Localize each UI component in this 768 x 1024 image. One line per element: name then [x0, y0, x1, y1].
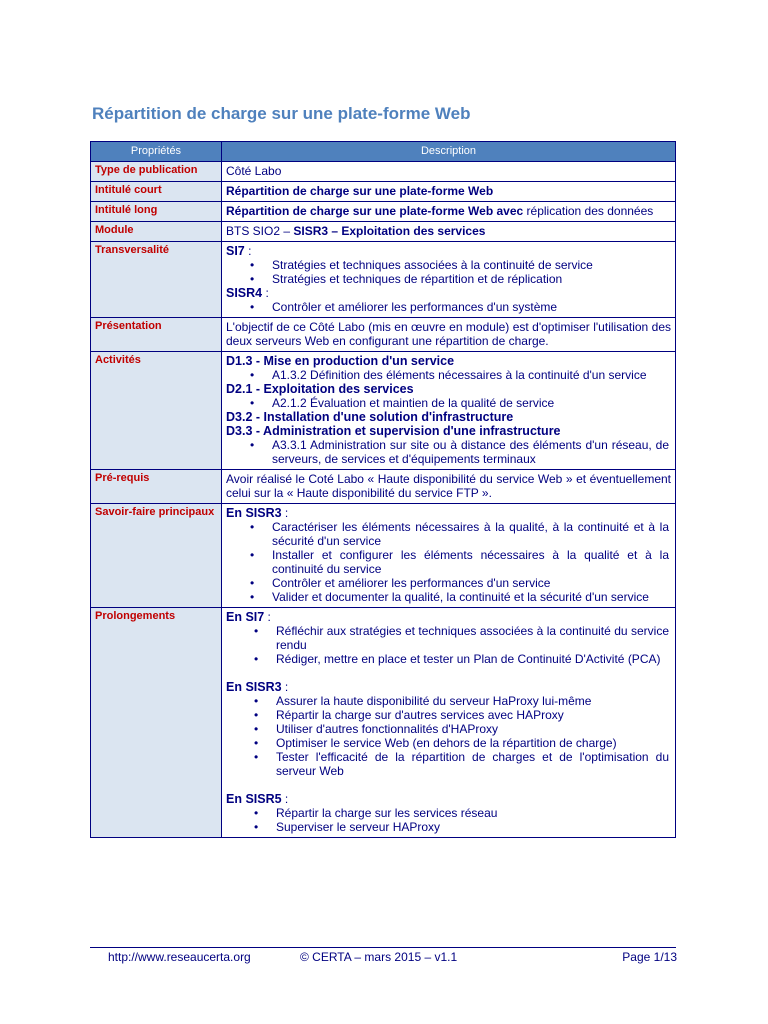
footer-copyright: © CERTA – mars 2015 – v1.1	[300, 950, 458, 964]
list-item: • Caractériser les éléments nécessaires à la qualité, à la continuité et à la sécurité d'un service	[226, 520, 671, 548]
value-prerequis: Avoir réalisé le Coté Labo « Haute disponibilité du service Web » et éventuellement celui sur la « Haute disponibilité du service FTP ».	[222, 470, 676, 504]
row-intitule-court	[91, 182, 676, 202]
activity-list	[226, 368, 671, 382]
table-header-row	[91, 142, 676, 162]
list-item: • Contrôler et améliorer les performances d'un système	[226, 300, 671, 314]
value-type-publication: Côté Labo	[222, 162, 676, 182]
label-type-publication: Type de publication	[91, 162, 222, 182]
value-intitule-long	[222, 202, 676, 222]
row-prerequis	[91, 470, 676, 504]
prolongements-list-sisr5	[226, 806, 671, 834]
savoir-faire-list	[226, 520, 671, 604]
list-item: • Réfléchir aux stratégies et techniques associées à la continuité du service rendu	[226, 624, 671, 652]
list-item: • Optimiser le service Web (en dehors de la répartition de charge)	[226, 736, 671, 750]
list-item: • Superviser le serveur HAProxy	[226, 820, 671, 834]
prolongements-list-sisr3	[226, 694, 671, 778]
list-item: • Tester l'efficacité de la répartition de charges et de l'optimisation du serveur Web	[226, 750, 671, 778]
prolongements-list-si7	[226, 624, 671, 666]
label-presentation: Présentation	[91, 318, 222, 352]
label-transversalite: Transversalité	[91, 242, 222, 318]
row-presentation	[91, 318, 676, 352]
properties-table	[90, 141, 676, 838]
value-module	[222, 222, 676, 242]
list-item: • Valider et documenter la qualité, la continuité et la sécurité d'un service	[226, 590, 671, 604]
list-item: • Répartir la charge sur les services réseau	[226, 806, 671, 820]
activity-heading: D3.2 - Installation d'une solution d'infrastructure	[226, 410, 514, 424]
row-savoir-faire	[91, 504, 676, 608]
activity-heading: D1.3 - Mise en production d'un service	[226, 354, 455, 368]
row-prolongements	[91, 608, 676, 838]
label-savoir-faire: Savoir-faire principaux	[91, 504, 222, 608]
footer-page-number: Page 1/13	[622, 950, 677, 964]
value-activites	[222, 352, 676, 470]
value-presentation: L'objectif de ce Côté Labo (mis en œuvre en module) est d'optimiser l'utilisation des deux serveurs Web en configurant une répartition de charge.	[222, 318, 676, 352]
list-item: • Rédiger, mettre en place et tester un Plan de Continuité D'Activité (PCA)	[226, 652, 671, 666]
header-properties: Propriétés	[91, 142, 222, 162]
label-intitule-long: Intitulé long	[91, 202, 222, 222]
list-item: • A1.3.2 Définition des éléments nécessaires à la continuité d'un service	[226, 368, 671, 382]
list-item: • Installer et configurer les éléments nécessaires à la qualité et à la continuité du service	[226, 548, 671, 576]
value-transversalite	[222, 242, 676, 318]
footer-divider	[90, 947, 676, 948]
activity-list	[226, 438, 671, 466]
list-item: • A3.3.1 Administration sur site ou à distance des éléments d'un réseau, de serveurs, de services et d'équipements terminaux	[226, 438, 671, 466]
activity-heading: D3.3 - Administration et supervision d'une infrastructure	[226, 424, 561, 438]
intitule-long-bold: Répartition de charge sur une plate-forme Web avec	[226, 204, 524, 218]
row-activites	[91, 352, 676, 470]
header-description: Description	[222, 142, 676, 162]
transversalite-list	[226, 300, 671, 314]
list-item: • Utiliser d'autres fonctionnalités d'HAProxy	[226, 722, 671, 736]
document-title: Répartition de charge sur une plate-forme Web	[92, 104, 471, 123]
row-transversalite	[91, 242, 676, 318]
list-item: • Répartir la charge sur d'autres services avec HAProxy	[226, 708, 671, 722]
label-module: Module	[91, 222, 222, 242]
row-type-publication	[91, 162, 676, 182]
list-item: • Stratégies et techniques de répartition et de réplication	[226, 272, 671, 286]
module-prefix: BTS SIO2 –	[226, 224, 294, 238]
transversalite-group-heading: SISR4 :	[226, 286, 269, 300]
value-prolongements	[222, 608, 676, 838]
label-intitule-court: Intitulé court	[91, 182, 222, 202]
intitule-long-rest: réplication des données	[523, 204, 654, 218]
label-activites: Activités	[91, 352, 222, 470]
prolongements-heading-sisr5: En SISR5 :	[226, 792, 289, 806]
prolongements-heading-si7: En SI7 :	[226, 610, 271, 624]
label-prerequis: Pré-requis	[91, 470, 222, 504]
footer-url[interactable]: http://www.reseaucerta.org	[108, 950, 251, 964]
row-module	[91, 222, 676, 242]
transversalite-group-heading: SI7 :	[226, 244, 252, 258]
activity-list	[226, 396, 671, 410]
list-item: • Assurer la haute disponibilité du serveur HaProxy lui-même	[226, 694, 671, 708]
transversalite-list	[226, 258, 671, 286]
value-savoir-faire	[222, 504, 676, 608]
savoir-faire-heading: En SISR3 :	[226, 506, 289, 520]
list-item: • Contrôler et améliorer les performances d'un service	[226, 576, 671, 590]
value-intitule-court: Répartition de charge sur une plate-forme Web	[222, 182, 676, 202]
list-item: • Stratégies et techniques associées à la continuité de service	[226, 258, 671, 272]
prolongements-heading-sisr3: En SISR3 :	[226, 680, 289, 694]
label-prolongements: Prolongements	[91, 608, 222, 838]
row-intitule-long	[91, 202, 676, 222]
activity-heading: D2.1 - Exploitation des services	[226, 382, 414, 396]
list-item: • A2.1.2 Évaluation et maintien de la qualité de service	[226, 396, 671, 410]
module-bold: SISR3 – Exploitation des services	[293, 224, 486, 238]
